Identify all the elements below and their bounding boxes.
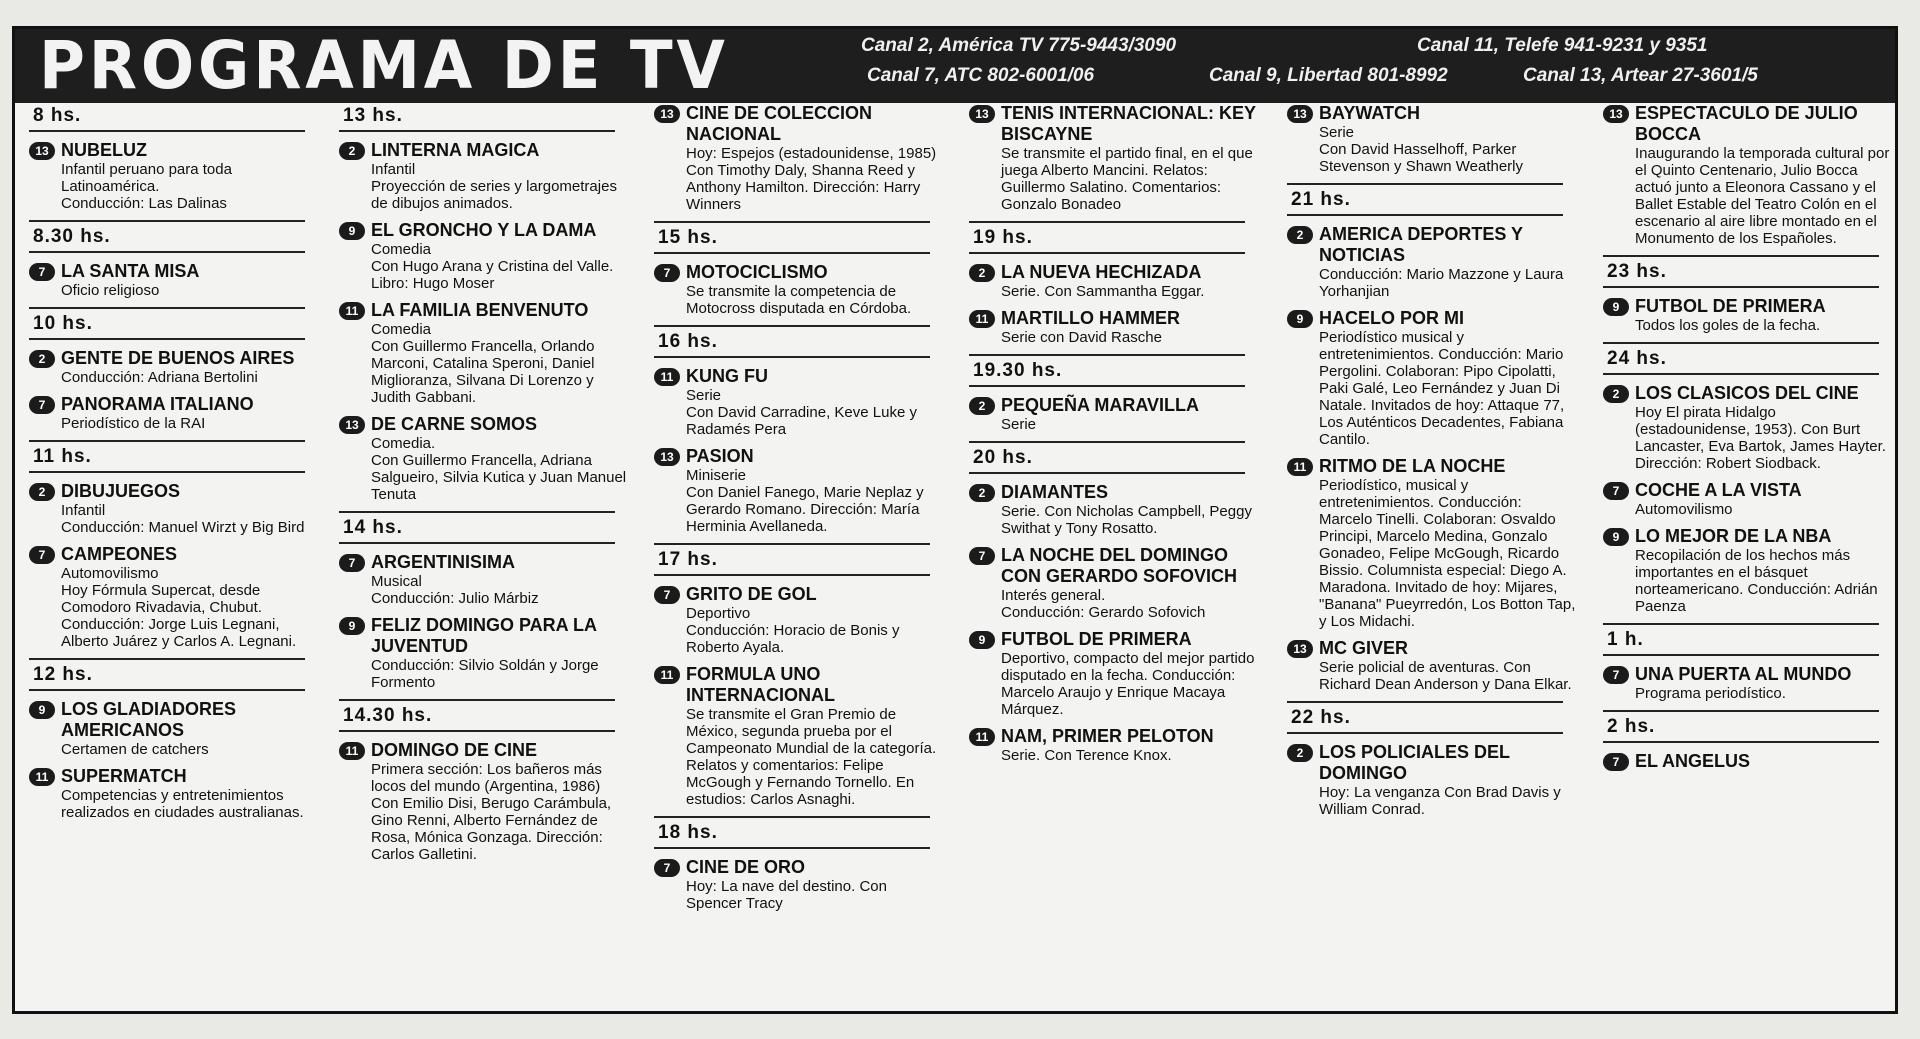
program-description: Con Daniel Fanego, Marie Neplaz y Gerardo Romano. Dirección: María Herminia Avellaneda. — [686, 484, 924, 535]
channel-info: Canal 11, Telefe 941-9231 y 9351 — [1417, 35, 1708, 56]
program-entry — [29, 766, 319, 821]
program-description: Se transmite el partido final, en el que juega Alberto Mancini. Relatos: Guillermo Salatino. Comentarios: Gonzalo Bonadeo — [1001, 145, 1253, 213]
program-description: Recopilación de los hechos más importantes en el básquet norteamericano. Conducción: Adrián Paenza — [1635, 547, 1878, 615]
time-heading: 19.30 hs. — [969, 354, 1245, 387]
channel-badge: 13 — [1287, 105, 1313, 123]
channel-badge: 11 — [654, 368, 680, 386]
program-entry — [29, 261, 319, 299]
program-description: Se transmite el Gran Premio de México, segunda prueba por el Campeonato Mundial de la categoría. Relatos y comentarios: Felipe McGough y Fernando Tornello. En estudios: Carlos Asnaghi. — [686, 706, 937, 808]
program-genre: Interés general. — [1001, 587, 1106, 604]
channel-badge: 2 — [1287, 744, 1313, 762]
channel-badge: 2 — [969, 264, 995, 282]
program-description: Conducción: Las Dalinas — [61, 195, 227, 212]
program-title: FORMULA UNO INTERNACIONAL — [686, 664, 835, 705]
program-entry — [1287, 103, 1577, 175]
channel-info: Canal 2, América TV 775-9443/3090 — [861, 35, 1177, 56]
program-genre: Comedia. — [371, 435, 436, 452]
channel-badge: 7 — [1603, 666, 1629, 684]
time-heading: 19 hs. — [969, 221, 1245, 254]
program-entry — [654, 664, 944, 808]
channel-info: Canal 7, ATC 802-6001/06 — [867, 65, 1095, 86]
channel-badge: 11 — [339, 302, 365, 320]
schedule-column — [969, 103, 1259, 1011]
program-genre: Infantil peruano para toda Latinoamérica. — [61, 161, 232, 195]
program-title: GENTE DE BUENOS AIRES — [61, 348, 295, 368]
channel-badge: 7 — [1603, 482, 1629, 500]
program-title: DIBUJUEGOS — [61, 481, 181, 501]
page-title-text: PROGRAMA DE TV — [39, 27, 729, 104]
program-title: MC GIVER — [1319, 638, 1409, 658]
program-description: Inaugurando la temporada cultural por el Quinto Centenario, Julio Bocca actuó junto a Eleonora Cassano y el Ballet Estable del Teatro Colón en el escenario al aire libre montado en el Monumento de los Españoles. — [1635, 145, 1890, 247]
channel-badge: 7 — [969, 547, 995, 565]
channel-badge: 2 — [969, 484, 995, 502]
channel-badge: 11 — [1287, 458, 1313, 476]
program-genre: Automovilismo — [1635, 501, 1733, 518]
channel-badge: 13 — [1603, 105, 1629, 123]
channel-badge: 2 — [29, 350, 55, 368]
time-heading: 23 hs. — [1603, 255, 1879, 288]
channel-badge: 11 — [969, 728, 995, 746]
time-heading: 17 hs. — [654, 543, 930, 576]
program-title: MOTOCICLISMO — [686, 262, 828, 282]
channel-badge: 13 — [969, 105, 995, 123]
program-genre: Comedia — [371, 321, 432, 338]
program-genre: Serie — [1001, 416, 1037, 433]
program-entry — [969, 103, 1259, 213]
program-description: Proyección de series y largometrajes de dibujos animados. — [371, 178, 617, 212]
program-title: COCHE A LA VISTA — [1635, 480, 1802, 500]
channel-badge: 2 — [29, 483, 55, 501]
channel-badge: 9 — [339, 222, 365, 240]
channel-badge: 7 — [1603, 753, 1629, 771]
program-title: CAMPEONES — [61, 544, 178, 564]
program-entry — [29, 481, 319, 536]
channel-badge: 2 — [1603, 385, 1629, 403]
program-entry — [339, 552, 629, 607]
channel-badge: 7 — [29, 263, 55, 281]
program-title: ESPECTACULO DE JULIO BOCCA — [1635, 103, 1858, 144]
program-title: DOMINGO DE CINE — [371, 740, 538, 760]
program-description: Con Hugo Arana y Cristina del Valle. Libro: Hugo Moser — [371, 258, 614, 292]
program-description: Serie. Con Nicholas Campbell, Peggy Swithat y Tony Rosatto. — [1001, 503, 1252, 537]
program-description: Serie. Con Sammantha Eggar. — [1001, 283, 1205, 300]
program-entry — [1603, 383, 1893, 472]
program-entry — [339, 140, 629, 212]
program-description: Conducción: Silvio Soldán y Jorge Formento — [371, 657, 599, 691]
time-heading: 8 hs. — [29, 103, 305, 132]
channel-badge: 9 — [1287, 310, 1313, 328]
program-title: SUPERMATCH — [61, 766, 187, 786]
program-title: FUTBOL DE PRIMERA — [1001, 629, 1192, 649]
program-entry — [29, 140, 319, 212]
program-title: DIAMANTES — [1001, 482, 1108, 502]
program-genre: Infantil — [371, 161, 416, 178]
channel-badge: 7 — [654, 586, 680, 604]
program-title: TENIS INTERNACIONAL: KEY BISCAYNE — [1001, 103, 1256, 144]
program-title: CINE DE ORO — [686, 857, 806, 877]
program-description: Conducción: Mario Mazzone y Laura Yorhanjian — [1319, 266, 1564, 300]
program-title: FUTBOL DE PRIMERA — [1635, 296, 1826, 316]
channel-badge: 13 — [339, 416, 365, 434]
program-entry — [654, 262, 944, 317]
program-description: Se transmite la competencia de Motocross disputada en Córdoba. — [686, 283, 912, 317]
program-description: Con David Carradine, Keve Luke y Radamés Pera — [686, 404, 917, 438]
time-heading: 22 hs. — [1287, 701, 1563, 734]
program-description: Hoy Fórmula Supercat, desde Comodoro Rivadavia, Chubut. Conducción: Jorge Luis Legnani, Alberto Juárez y Carlos A. Legnani. — [61, 582, 297, 650]
channel-badge: 2 — [969, 397, 995, 415]
program-title: LA NUEVA HECHIZADA — [1001, 262, 1202, 282]
program-title: LA NOCHE DEL DOMINGO CON GERARDO SOFOVICH — [1001, 545, 1238, 586]
program-entry — [1603, 296, 1893, 334]
schedule-column — [1603, 103, 1893, 1011]
program-description: Primera sección: Los bañeros más locos del mundo (Argentina, 1986) Con Emilio Disi, Berugo Carámbula, Gino Renni, Alberto Fernández de Rosa, Mónica Gonzaga. Dirección: Carlos Galletini. — [371, 761, 612, 863]
time-heading: 1 h. — [1603, 623, 1879, 656]
page-title — [29, 27, 745, 104]
program-entry — [1603, 480, 1893, 518]
program-title: NAM, PRIMER PELOTON — [1001, 726, 1214, 746]
program-title: MARTILLO HAMMER — [1001, 308, 1180, 328]
schedule-column — [29, 103, 319, 1011]
program-entry — [969, 726, 1259, 764]
program-description: Serie con David Rasche — [1001, 329, 1162, 346]
program-entry — [654, 857, 944, 912]
program-entry — [339, 300, 629, 406]
program-genre: Certamen de catchers — [61, 741, 209, 758]
program-genre: Deportivo — [686, 605, 751, 622]
program-title: DE CARNE SOMOS — [371, 414, 538, 434]
program-description: Conducción: Julio Márbiz — [371, 590, 539, 607]
channel-badge: 13 — [654, 448, 680, 466]
program-entry — [654, 366, 944, 438]
program-entry — [1287, 638, 1577, 693]
program-description: Serie. Con Terence Knox. — [1001, 747, 1172, 764]
program-entry — [969, 395, 1259, 433]
program-entry — [339, 740, 629, 863]
program-entry — [339, 414, 629, 503]
channel-badge: 9 — [339, 617, 365, 635]
program-genre: Serie — [1319, 124, 1355, 141]
time-heading: 8.30 hs. — [29, 220, 305, 253]
program-title: ARGENTINISIMA — [371, 552, 515, 572]
program-description: Periodístico de la RAI — [61, 415, 206, 432]
program-entry — [1287, 224, 1577, 300]
program-description: Hoy: Espejos (estadounidense, 1985) Con Timothy Daly, Shanna Reed y Anthony Hamilton. Dirección: Harry Winners — [686, 145, 937, 213]
program-description: Competencias y entretenimientos realizados en ciudades australianas. — [61, 787, 304, 821]
program-description: Periodístico musical y entretenimientos. Conducción: Mario Pergolini. Colaboran: Pipo Cipolatti, Paki Galé, Leo Fernández y Juan Di Natale. Invitados de hoy: Attaque 77, Los Auténticos Decadentes, Fabiana Cantilo. — [1319, 329, 1565, 448]
program-entry — [29, 348, 319, 386]
program-description: Con Guillermo Francella, Orlando Marconi, Catalina Speroni, Daniel Miglioranza, Silvana Di Lorenzo y Judith Gabbani. — [371, 338, 595, 406]
program-title: PASION — [686, 446, 754, 466]
program-title: LO MEJOR DE LA NBA — [1635, 526, 1832, 546]
program-description: Todos los goles de la fecha. — [1635, 317, 1821, 334]
time-heading: 10 hs. — [29, 307, 305, 340]
channel-badge: 13 — [1287, 640, 1313, 658]
program-description: Hoy: La nave del destino. Con Spencer Tracy — [686, 878, 887, 912]
program-genre: Serie — [686, 387, 722, 404]
program-entry — [1603, 751, 1893, 772]
program-title: GRITO DE GOL — [686, 584, 817, 604]
program-description: Con Guillermo Francella, Adriana Salgueiro, Silvia Kutica y Juan Manuel Tenuta — [371, 452, 627, 503]
time-heading: 15 hs. — [654, 221, 930, 254]
channel-badge: 7 — [339, 554, 365, 572]
schedule-column — [654, 103, 944, 1011]
program-title: FELIZ DOMINGO PARA LA JUVENTUD — [371, 615, 597, 656]
time-heading: 12 hs. — [29, 658, 305, 691]
program-title: EL ANGELUS — [1635, 751, 1751, 771]
time-heading: 16 hs. — [654, 325, 930, 358]
program-title: LINTERNA MAGICA — [371, 140, 540, 160]
program-genre: Automovilismo — [61, 565, 159, 582]
program-title: BAYWATCH — [1319, 103, 1421, 123]
channel-badge: 9 — [29, 701, 55, 719]
program-description: Deportivo, compacto del mejor partido disputado en la fecha. Conducción: Marcelo Araujo y Enrique Macaya Márquez. — [1001, 650, 1255, 718]
program-title: NUBELUZ — [61, 140, 147, 160]
program-description: Con David Hasselhoff, Parker Stevenson y Shawn Weatherly — [1319, 141, 1524, 175]
channel-badge: 9 — [1603, 298, 1629, 316]
program-entry — [969, 482, 1259, 537]
program-title: UNA PUERTA AL MUNDO — [1635, 664, 1852, 684]
program-description: Conducción: Horacio de Bonis y Roberto Ayala. — [686, 622, 900, 656]
program-entry — [1287, 308, 1577, 448]
program-title: HACELO POR MI — [1319, 308, 1465, 328]
tv-listing-page — [12, 26, 1898, 1014]
channel-badge: 13 — [29, 142, 55, 160]
program-entry — [29, 394, 319, 432]
program-description: Conducción: Gerardo Sofovich — [1001, 604, 1206, 621]
program-title: CINE DE COLECCION NACIONAL — [686, 103, 873, 144]
program-title: EL GRONCHO Y LA DAMA — [371, 220, 597, 240]
program-entry — [969, 545, 1259, 621]
program-genre: Comedia — [371, 241, 432, 258]
program-title: KUNG FU — [686, 366, 768, 386]
schedule-columns — [15, 103, 1895, 1011]
channel-badge: 11 — [29, 768, 55, 786]
program-description: Conducción: Adriana Bertolini — [61, 369, 258, 386]
program-entry — [654, 584, 944, 656]
time-heading: 14 hs. — [339, 511, 615, 544]
channel-badge: 2 — [339, 142, 365, 160]
channel-badge: 13 — [654, 105, 680, 123]
program-entry — [1287, 742, 1577, 818]
channel-info: Canal 13, Artear 27-3601/5 — [1523, 65, 1758, 86]
time-heading: 14.30 hs. — [339, 699, 615, 732]
program-entry — [654, 446, 944, 535]
program-entry — [969, 262, 1259, 300]
program-title: PEQUEÑA MARAVILLA — [1001, 395, 1199, 415]
header-bar — [15, 29, 1895, 103]
program-entry — [29, 544, 319, 650]
time-heading: 13 hs. — [339, 103, 615, 132]
program-entry — [1603, 664, 1893, 702]
channel-badge: 2 — [1287, 226, 1313, 244]
program-genre: Oficio religioso — [61, 282, 160, 299]
time-heading: 21 hs. — [1287, 183, 1563, 216]
program-genre: Infantil — [61, 502, 106, 519]
channel-info: Canal 9, Libertad 801-8992 — [1209, 65, 1448, 86]
program-title: AMERICA DEPORTES Y NOTICIAS — [1319, 224, 1523, 265]
channel-badge: 9 — [969, 631, 995, 649]
schedule-column — [1287, 103, 1577, 1011]
program-entry — [969, 629, 1259, 718]
program-title: LOS GLADIADORES AMERICANOS — [61, 699, 237, 740]
time-heading: 11 hs. — [29, 440, 305, 473]
program-description: Hoy El pirata Hidalgo (estadounidense, 1953). Con Burt Lancaster, Eva Bartok, James Hayter. Dirección: Robert Siodback. — [1635, 404, 1886, 472]
channel-badge: 7 — [654, 264, 680, 282]
channel-badge: 11 — [654, 666, 680, 684]
time-heading: 18 hs. — [654, 816, 930, 849]
time-heading: 24 hs. — [1603, 342, 1879, 375]
program-entry — [339, 615, 629, 691]
program-title: LA SANTA MISA — [61, 261, 200, 281]
channel-badge: 11 — [969, 310, 995, 328]
channel-badge: 7 — [29, 396, 55, 414]
program-description: Serie policial de aventuras. Con Richard Dean Anderson y Dana Elkar. — [1319, 659, 1572, 693]
program-title: RITMO DE LA NOCHE — [1319, 456, 1506, 476]
program-title: PANORAMA ITALIANO — [61, 394, 254, 414]
program-title: LA FAMILIA BENVENUTO — [371, 300, 589, 320]
program-title: LOS CLASICOS DEL CINE — [1635, 383, 1859, 403]
program-genre: Musical — [371, 573, 422, 590]
program-genre: Miniserie — [686, 467, 747, 484]
program-entry — [1287, 456, 1577, 630]
time-heading: 20 hs. — [969, 441, 1245, 474]
channel-badge: 7 — [654, 859, 680, 877]
program-entry — [1603, 103, 1893, 247]
program-description: Hoy: La venganza Con Brad Davis y William Conrad. — [1319, 784, 1561, 818]
program-description: Conducción: Manuel Wirzt y Big Bird — [61, 519, 305, 536]
channel-badge: 7 — [29, 546, 55, 564]
channel-badge: 11 — [339, 742, 365, 760]
program-entry — [654, 103, 944, 213]
program-entry — [969, 308, 1259, 346]
schedule-column — [339, 103, 629, 1011]
program-entry — [1603, 526, 1893, 615]
program-entry — [339, 220, 629, 292]
program-title: LOS POLICIALES DEL DOMINGO — [1319, 742, 1510, 783]
program-description: Programa periodístico. — [1635, 685, 1786, 702]
time-heading: 2 hs. — [1603, 710, 1879, 743]
program-description: Periodístico, musical y entretenimientos. Conducción: Marcelo Tinelli. Colaboran: Osvaldo Principi, Marcelo Medina, Gonzalo Gonadeo, Felipe McGough, Ricardo Bissio. Columnista especial: Diego A. Maradona. Invitado de hoy: Mijares, "Banana" Pueyrredón, Los Botton Tap, y Los Midachi. — [1319, 477, 1576, 630]
channel-badge: 9 — [1603, 528, 1629, 546]
program-entry — [29, 699, 319, 758]
